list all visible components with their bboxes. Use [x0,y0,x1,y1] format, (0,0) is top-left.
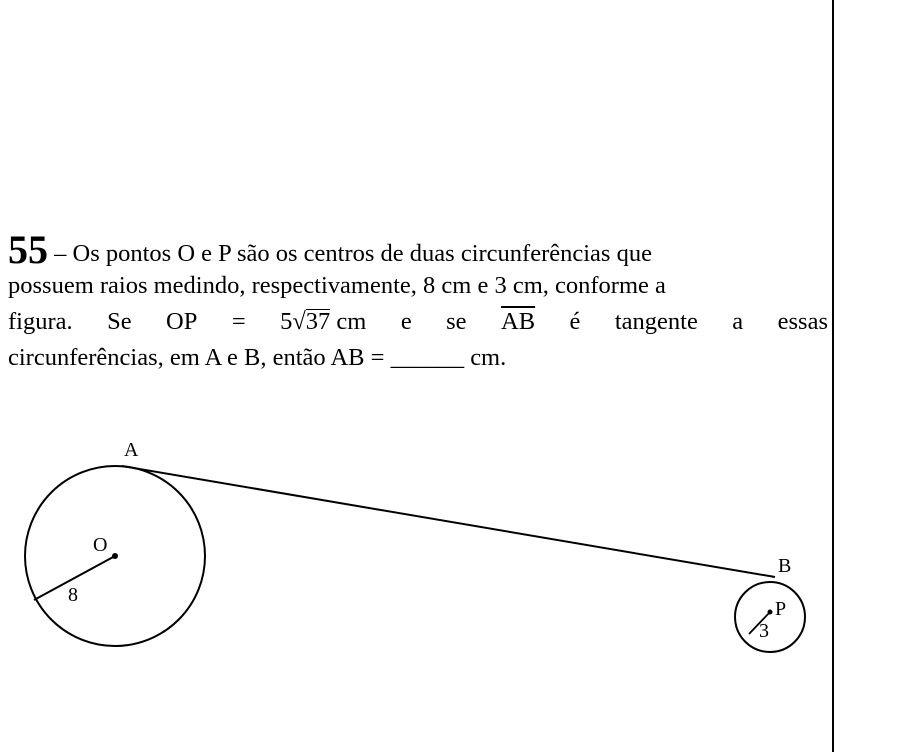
question-line-2-text: possuem raios medindo, respectivamente, 8 cm e 3 cm, conforme a [8,272,666,299]
sqrt-radicand: 37 [305,308,331,335]
word-tangente: tangente [614,308,698,335]
page-margin-rule [832,0,834,752]
circle-p [735,582,805,652]
question-line-1-text: Os pontos O e P são os centros de duas circunferências que [72,240,652,267]
label-a: A [124,439,139,461]
question-line-4-text: circunferências, em A e B, então AB = [8,344,385,371]
question-line-2 [8,268,828,304]
question-number: 55 [8,227,48,272]
label-radius-8: 8 [68,584,78,606]
question-line-1 [8,227,828,272]
word-essas: essas [777,308,828,335]
answer-blank: ______ [390,344,465,371]
label-radius-3: 3 [759,620,769,642]
word-se-2: se [446,308,467,335]
word-a: a [732,308,744,335]
answer-unit: cm. [470,344,507,371]
word-se: Se [107,308,132,335]
label-o: O [93,534,108,556]
word-op: OP [166,308,198,335]
sqrt-symbol: √ [292,308,306,335]
sqrt-coefficient: 5 [280,308,293,335]
sqrt-expression [280,304,366,340]
sqrt-unit: cm [336,308,367,335]
word-figura: figura. [8,308,73,335]
label-b: B [778,555,792,577]
question-line-4 [8,340,828,376]
question-line-3 [8,304,828,340]
question-55 [8,227,828,376]
segment-ab: $\overline{AB}$ [501,308,536,335]
word-e-accent: é [569,308,581,335]
center-o-dot [112,553,118,559]
question-dash: – [48,240,73,267]
equals-sign: = [231,308,246,335]
tangent-segment-ab [122,466,775,577]
center-p-dot [768,610,773,615]
word-e: e [400,308,412,335]
label-p: P [775,598,787,620]
tangent-circles-figure [0,430,830,670]
